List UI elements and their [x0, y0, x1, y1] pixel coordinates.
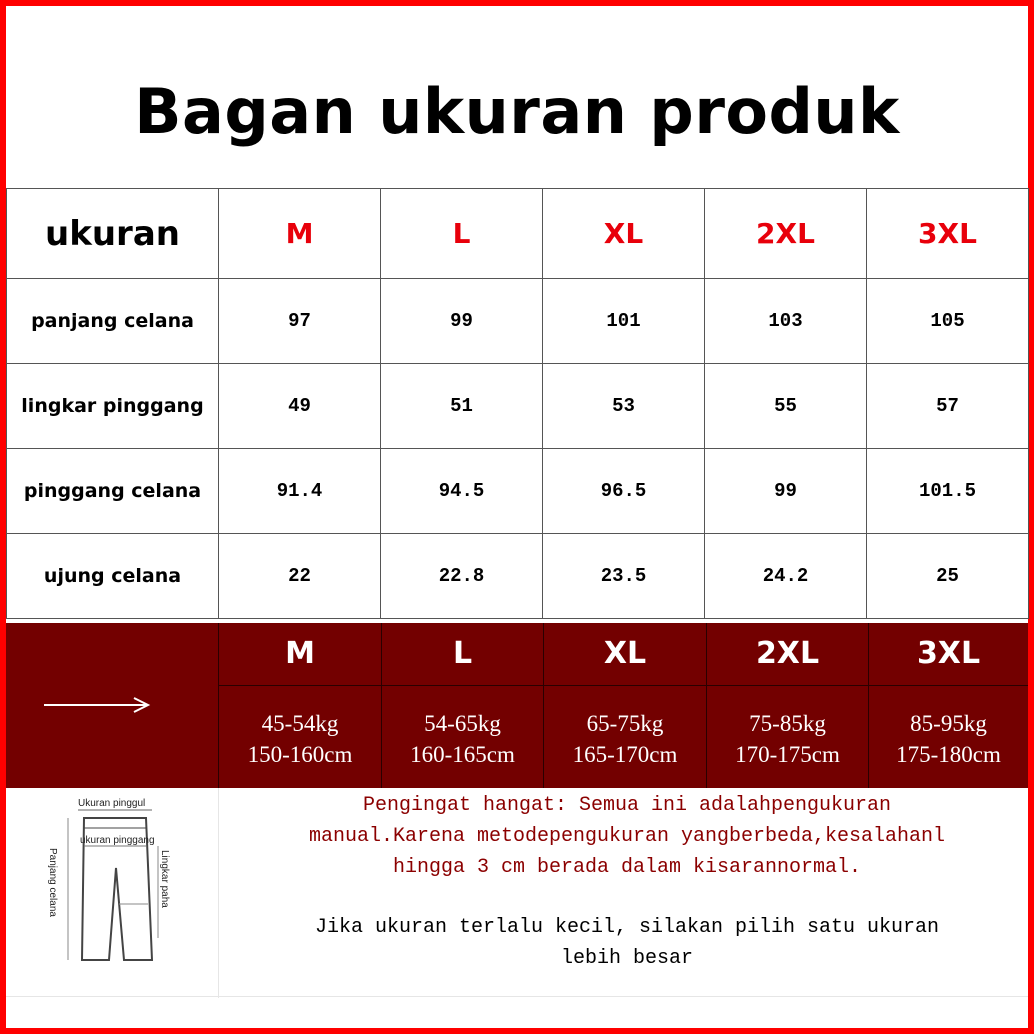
bottom-section	[6, 788, 1028, 998]
height-range: 150-160cm	[247, 742, 353, 767]
weight-range: 65-75kg	[586, 711, 664, 736]
table-cell: 22.8	[381, 534, 543, 619]
table-cell: 101.5	[867, 449, 1029, 534]
table-row	[7, 449, 1029, 534]
table-cell: 94.5	[381, 449, 543, 534]
length-label: Panjang celana	[47, 848, 58, 917]
table-cell: 22	[219, 534, 381, 619]
size-header-3xl: 3XL	[867, 189, 1029, 279]
hip-label: Ukuran pinggul	[78, 798, 146, 809]
weight-range: 54-65kg	[424, 711, 501, 736]
weight-range: 75-85kg	[749, 711, 826, 736]
table-cell: 24.2	[705, 534, 867, 619]
height-range: 165-170cm	[572, 742, 678, 767]
size-recommendation-band	[6, 623, 1028, 788]
recommendation-range	[544, 686, 706, 770]
divider	[6, 996, 1028, 997]
table-row	[7, 364, 1029, 449]
table-cell: 91.4	[219, 449, 381, 534]
table-cell: 101	[543, 279, 705, 364]
table-cell: 49	[219, 364, 381, 449]
thigh-label: Lingkar paha	[159, 850, 170, 908]
tip-line: Jika ukuran terlalu kecil, silakan pilih satu ukuran	[314, 916, 940, 939]
row-label: lingkar pinggang	[7, 364, 219, 449]
recommendation-cell	[868, 623, 1028, 788]
table-cell: 53	[543, 364, 705, 449]
table-cell: 55	[705, 364, 867, 449]
recommendation-range	[219, 686, 381, 770]
row-label: panjang celana	[7, 279, 219, 364]
size-header-l: L	[381, 189, 543, 279]
recommendation-cell	[706, 623, 868, 788]
recommendation-cell	[543, 623, 706, 788]
measurement-note	[232, 790, 1022, 883]
height-range: 170-175cm	[735, 742, 840, 767]
recommendation-size: L	[382, 623, 543, 686]
row-label: pinggang celana	[7, 449, 219, 534]
size-tip	[232, 912, 1022, 974]
table-cell: 57	[867, 364, 1029, 449]
recommendation-size: M	[219, 623, 381, 686]
table-cell: 105	[867, 279, 1029, 364]
header-label: ukuran	[7, 189, 219, 279]
table-cell: 99	[705, 449, 867, 534]
table-header-row	[7, 189, 1029, 279]
waist-label: ukuran pinggang	[80, 835, 155, 846]
recommendation-range	[869, 686, 1028, 770]
note-line: manual.Karena metodepengukuran yangberbeda,kesalahanl	[308, 825, 946, 848]
table-row	[7, 534, 1029, 619]
row-label: ujung celana	[7, 534, 219, 619]
size-header-2xl: 2XL	[705, 189, 867, 279]
right-arrow-icon	[42, 695, 152, 715]
recommendation-size: XL	[544, 623, 706, 686]
recommendation-arrow-cell	[6, 623, 218, 788]
table-cell: 51	[381, 364, 543, 449]
tip-line: lebih besar	[560, 947, 694, 970]
recommendation-size: 3XL	[869, 623, 1028, 686]
recommendation-range	[382, 686, 543, 770]
note-line: Pengingat hangat: Semua ini adalahpengukuran	[362, 794, 892, 817]
table-cell: 96.5	[543, 449, 705, 534]
recommendation-range	[707, 686, 868, 770]
table-cell: 25	[867, 534, 1029, 619]
table-cell: 97	[219, 279, 381, 364]
size-table	[6, 188, 1029, 619]
recommendation-size: 2XL	[707, 623, 868, 686]
table-row	[7, 279, 1029, 364]
weight-range: 45-54kg	[261, 711, 339, 736]
page-title: Bagan ukuran produk	[134, 75, 900, 148]
height-range: 175-180cm	[896, 742, 1001, 767]
note-line: hingga 3 cm berada dalam kisarannormal.	[392, 856, 862, 879]
recommendation-cell	[218, 623, 381, 788]
size-header-m: M	[219, 189, 381, 279]
table-cell: 103	[705, 279, 867, 364]
pants-outline-icon	[6, 788, 218, 998]
recommendation-cell	[381, 623, 543, 788]
height-range: 160-165cm	[410, 742, 515, 767]
table-cell: 99	[381, 279, 543, 364]
table-cell: 23.5	[543, 534, 705, 619]
size-header-xl: XL	[543, 189, 705, 279]
weight-range: 85-95kg	[910, 711, 987, 736]
pants-diagram	[6, 788, 219, 998]
